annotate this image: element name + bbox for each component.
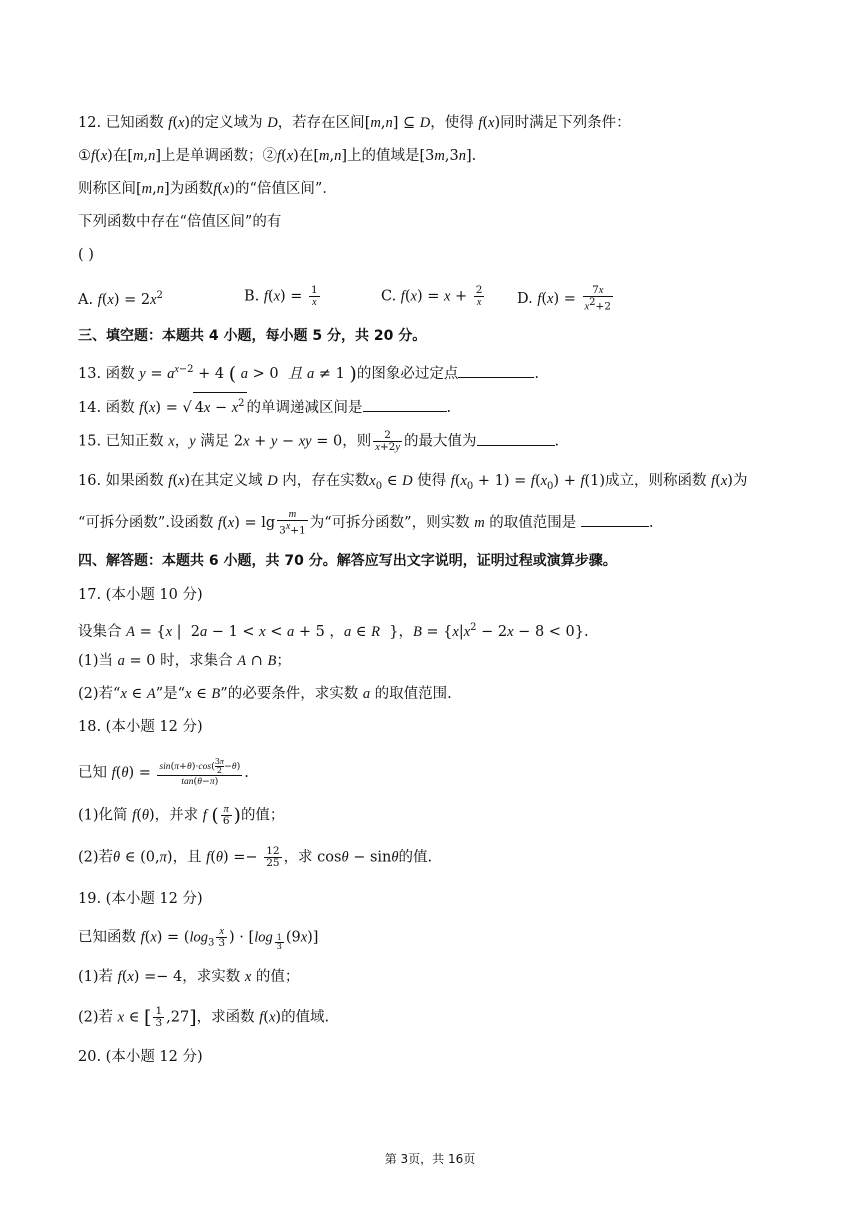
q19-part-1: (1)若 f(x) =− 4，求实数 x 的值； [78, 969, 300, 985]
q15: 15. 已知正数 x，y 满足 2x + y − xy = 0，则 $\frac{2}{x+2y}$ 的最大值为 . [78, 429, 560, 453]
q20-heading: 20. (本小题 12 分) [78, 1049, 203, 1065]
text: ，求函数 [196, 1009, 260, 1026]
text: 的取值范围是 [484, 514, 581, 531]
q18-given: 已知 f(θ) = sin(π+θ)·cos( $\frac{3\pi}{2}$ −θ) tan(θ−π) . [78, 757, 249, 787]
answer-blank[interactable] [458, 363, 534, 378]
choice-c: C. f(x) = x + $\frac{2}{x}$ [381, 284, 483, 308]
text: 16. 如果函数 [78, 473, 169, 489]
text: 上的值域是 [347, 148, 420, 164]
text: ① [78, 148, 91, 164]
q16-line-2: “可拆分函数”.设函数 f(x) = lg $\frac{m}{3^x+1}$ 为“可拆分函数”，则实数 m 的取值范围是 . [78, 509, 654, 537]
text: 同时满足下列条件： [500, 115, 631, 131]
q17-part-2: (2)若“x ∈ A”是“x ∈ B”的必要条件，求实数 a 的取值范围. [78, 686, 452, 702]
q18-part-2: (2)若θ ∈ (0,π)，且 f(θ) =− $\frac{12}{25}$ ，求 cosθ − sinθ的值. [78, 845, 433, 869]
text: 使得 [412, 473, 451, 489]
text: B. [244, 288, 264, 305]
text: ，并求 [154, 807, 203, 824]
text: 13. 函数 [78, 365, 140, 382]
text: ， [174, 433, 190, 450]
q14: 14. 函数 f(x) = √ $4x - x^2$ 的单调递减区间是 . [78, 392, 451, 419]
text: (2)若 [78, 1009, 118, 1026]
section-4-heading: 四、解答题：本题共 6 小题，共 70 分。解答应写出文字说明，证明过程或演算步骤。 [78, 553, 617, 569]
text: 为函数 [169, 181, 214, 197]
choice-d: D. f(x) = $\frac{7x}{x^2+2}$ [517, 284, 612, 313]
q18-heading: 18. (本小题 12 分) [78, 719, 203, 735]
text: 为“可拆分函数”，则实数 [309, 514, 475, 531]
text: (2)若“ [78, 686, 121, 702]
text: 的值； [240, 807, 285, 824]
text: (1)当 [78, 653, 118, 669]
text: 12. 已知函数 [78, 115, 169, 131]
text: 的定义域为 [190, 115, 263, 131]
text: 为 [732, 473, 748, 489]
text: “可拆分函数”.设函数 [78, 514, 219, 531]
text: 则称区间 [78, 181, 136, 197]
q19-heading: 19. (本小题 12 分) [78, 891, 203, 907]
text: (2)若 [78, 849, 114, 866]
text: 上是单调函数；② [161, 148, 277, 164]
q12-line-1: 12. 已知函数 f(x)的定义域为 D，若存在区间[m,n] ⊆ D，使得 f(x)同时满足下列条件： [78, 115, 631, 131]
text: ，求 [283, 849, 318, 866]
choice-a: A. $f(x) = 2x^2$ [78, 290, 163, 308]
text: ，则 [342, 433, 372, 450]
text: 的值. [398, 849, 433, 866]
text: ”的必要条件，求实数 [220, 686, 363, 702]
text: 的图象必过定点 [356, 365, 459, 382]
text: 满足 [195, 433, 234, 450]
text: D. [517, 290, 538, 307]
text: (1)化简 [78, 807, 133, 824]
text: (1)若 [78, 969, 118, 985]
text: 的单调递减区间是 [246, 399, 363, 416]
text: ，且 [172, 849, 207, 866]
q16-line-1: 16. 如果函数 f(x)在其定义域 D 内，存在实数$x_0$ ∈ D 使得 $f(x_0 + 1) = f(x_0) + f(1)$成立，则称函数 f(x)为 [78, 473, 748, 492]
text: 在 [298, 148, 314, 164]
text: ”是“ [155, 686, 186, 702]
text: 的取值范围. [370, 686, 452, 702]
q13: 13. 函数 $y = a^{x-2} + 4$ ( a > 0 且 a ≠ 1 )的图象必过定点 . [78, 362, 539, 385]
q12-line-4: 下列函数中存在“倍值区间”的有 [78, 214, 282, 230]
text: ，使得 [430, 115, 474, 131]
text: 时，求集合 [155, 653, 238, 669]
text: 在其定义域 [190, 473, 268, 489]
text: A. [78, 291, 98, 308]
text: 设集合 [78, 623, 127, 640]
choice-b: B. f(x) = $\frac{1}{x}$ [244, 284, 318, 308]
text: . [648, 514, 654, 531]
text: 已知函数 [78, 929, 141, 946]
text: 成立，则称函数 [605, 473, 712, 489]
q17-heading: 17. (本小题 10 分) [78, 587, 203, 603]
text: ； [276, 653, 291, 669]
text: C. [381, 288, 401, 305]
text: ，若存在区间 [277, 115, 365, 131]
text: ，求实数 [182, 969, 245, 985]
text: 的最大值为 [404, 433, 477, 450]
text: 的“倍值区间”． [235, 181, 337, 197]
answer-blank[interactable] [581, 512, 649, 527]
q19-given: 已知函数 $f(x) = (\log_3$ $\frac{x}{3}$ ) · [log $_{\frac{1}{3}}$ (9x)] [78, 926, 319, 952]
text: 已知 [78, 765, 112, 781]
text: . [554, 433, 560, 450]
q17-set: 设集合 A = {x | 2a − 1 < x < a + 5 ，a ∈ R }，$B = \{x|x^2 - 2x - 8 < 0\}$. [78, 622, 589, 640]
q12-paren: ( ) [78, 247, 94, 263]
text: 内，存在实数 [277, 473, 370, 489]
q19-part-2: (2)若 x ∈ [ $\frac{1}{3}$ ,27]，求函数 f(x)的值域. [78, 1005, 330, 1029]
section-3-heading: 三、填空题：本题共 4 小题，每小题 5 分，共 20 分。 [78, 328, 427, 344]
text: 15. 已知正数 [78, 433, 169, 450]
text: 在 [112, 148, 128, 164]
text: . [446, 399, 452, 416]
q17-part-1: (1)当 a = 0 时，求集合 A ∩ B； [78, 653, 291, 669]
q18-part-1: (1)化简 f(θ)，并求 f ( $\frac{\pi}{6}$ )的值； [78, 804, 285, 827]
text: . [534, 365, 539, 382]
page-footer: 第 3页，共 16页 [384, 1152, 476, 1166]
answer-blank[interactable] [477, 431, 555, 446]
text: 的值域. [281, 1009, 330, 1026]
answer-blank[interactable] [363, 397, 447, 412]
text: 14. 函数 [78, 399, 140, 416]
text: 的值； [251, 969, 300, 985]
q12-line-3: 则称区间[m,n]为函数f(x)的“倍值区间”． [78, 181, 337, 197]
q12-line-2: ①f(x)在[m,n]上是单调函数；②f(x)在[m,n]上的值域是[3m,3n]. [78, 148, 477, 164]
